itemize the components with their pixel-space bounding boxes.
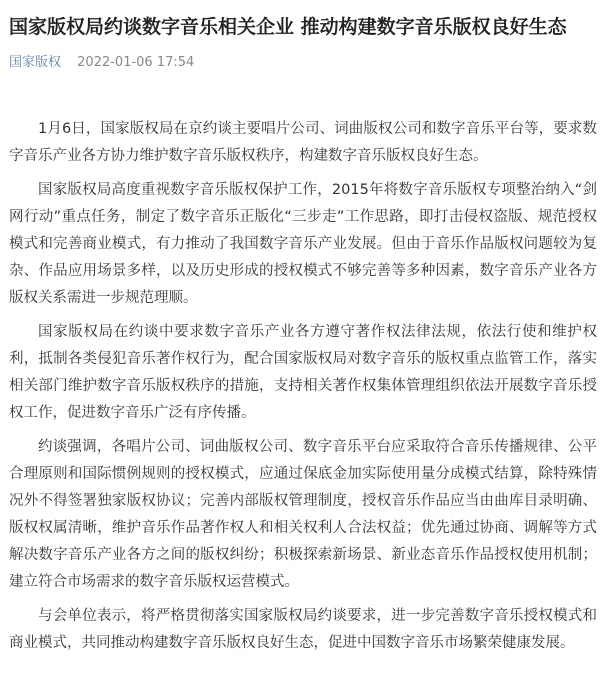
article-paragraph: 与会单位表示，将严格贯彻落实国家版权局约谈要求，进一步完善数字音乐授权模式和商业模式，共同推动构建数字音乐版权良好生态，促进中国数字音乐市场繁荣健康发展。: [9, 608, 597, 651]
article-title: 国家版权局约谈数字音乐相关企业 推动构建数字音乐版权良好生态: [9, 16, 567, 38]
article-paragraph: 约谈强调，各唱片公司、词曲版权公司、数字音乐平台应采取符合音乐传播规律、公平合理原则和国际惯例规则的授权模式，应通过保底金加实际使用量分成模式结算，除特殊情况外不得签署独家版权协议；完善内部版权管理制度，授权音乐作品应当由曲库目录明确、版权权属清晰，维护音乐作品著作权人和相关权利人合法权益；优先通过协商、调解等方式解决数字音乐产业各方之间的版权纠纷；积极探索新场景、新业态音乐作品授权使用机制；建立符合市场需求的数字音乐版权运营模式。: [9, 439, 597, 590]
article-datetime: 2022-01-06 17:54: [77, 55, 195, 70]
article-paragraph: 国家版权局在约谈中要求数字音乐产业各方遵守著作权法律法规，依法行使和维护权利，抵制各类侵犯音乐著作权行为，配合国家版权局对数字音乐的版权重点监管工作，落实相关部门维护数字音乐版权秩序的措施，支持相关著作权集体管理组织依法开展数字音乐授权工作，促进数字音乐广泛有序传播。: [9, 324, 597, 421]
article-paragraph: 国家版权局高度重视数字音乐版权保护工作，2015年将数字音乐版权专项整治纳入“剑网行动”重点任务，制定了数字音乐正版化“三步走”工作思路，即打击侵权盗版、规范授权模式和完善商业模式，有力推动了我国数字音乐产业发展。但由于音乐作品版权问题较为复杂、作品应用场景多样，以及历史形成的授权模式不够完善等多种因素，数字音乐产业各方版权关系需进一步规范理顺。: [9, 182, 597, 306]
article-paragraph: 1月6日，国家版权局在京约谈主要唱片公司、词曲版权公司和数字音乐平台等，要求数字音乐产业各方协力维护数字音乐版权秩序，构建数字音乐版权良好生态。: [9, 121, 597, 164]
article-meta: [9, 54, 597, 72]
article-body: [9, 116, 597, 657]
article-source-link[interactable]: 国家版权: [9, 55, 62, 70]
